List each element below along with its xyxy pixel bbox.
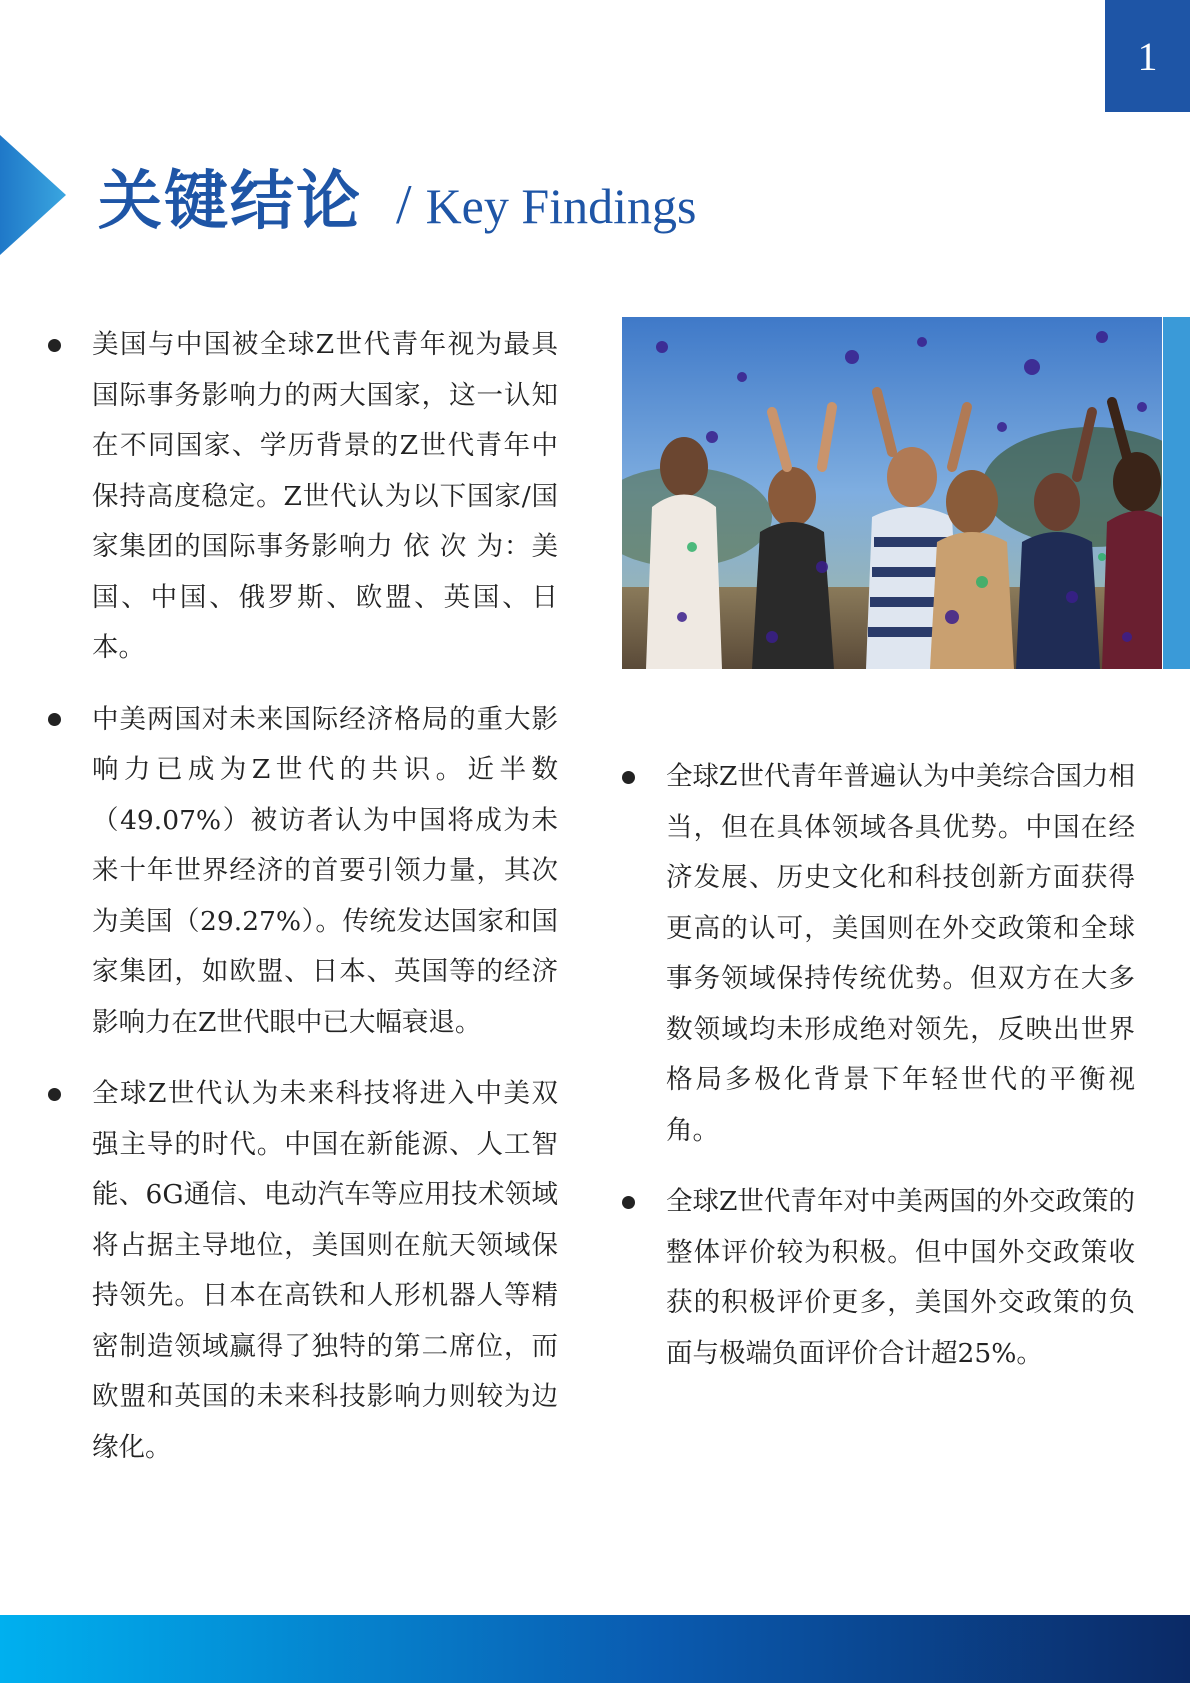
title-arrow-decoration [0,135,66,255]
bullet-dot-icon [48,1069,92,1119]
bullet-dot-icon [622,752,666,802]
finding-text: 全球Z世代认为未来科技将进入中美双强主导的时代。中国在新能源、人工智能、6G通信、电动汽车等应用技术领域将占据主导地位，美国则在航天领域保持领先。日本在高铁和人形机器人等精密制造领域赢得了独特的第二席位，而欧盟和英国的未来科技影响力则较为边缘化。 [92,1078,558,1463]
right-findings-column [622,752,1135,1400]
youth-celebration-photo [622,317,1162,669]
title-chinese: 关键结论 [98,165,362,239]
title-separator: / [396,174,412,236]
footer-gradient-bar [0,1615,1190,1683]
finding-item [622,1177,1135,1379]
page-number-badge [1105,0,1190,112]
finding-text: 全球Z世代青年对中美两国的外交政策的整体评价较为积极。但中国外交政策收获的积极评价更多，美国外交政策的负面与极端负面评价合计超25%。 [666,1186,1135,1369]
bullet-dot-icon [622,1177,666,1227]
bullet-dot-icon [48,320,92,370]
finding-text: 美国与中国被全球Z世代青年视为最具国际事务影响力的两大国家，这一认知在不同国家、学历背景的Z世代青年中保持高度稳定。Z世代认为以下国家/国家集团的国际事务影响力 依 次 为：美国、中国、俄罗斯、欧盟、英国、日本。 [92,329,558,663]
bullet-dot-icon [48,695,92,745]
page-title [98,150,697,239]
finding-item [622,752,1135,1156]
finding-text: 全球Z世代青年普遍认为中美综合国力相当，但在具体领域各具优势。中国在经济发展、历史文化和科技创新方面获得更高的认可，美国则在外交政策和全球事务领域保持传统优势。但双方在大多数领域均未形成绝对领先，反映出世界格局多极化背景下年轻世代的平衡视角。 [666,761,1135,1146]
title-english: Key Findings [425,178,697,234]
finding-item [48,695,558,1049]
finding-text: 中美两国对未来国际经济格局的重大影响力已成为Z世代的共识。近半数（49.07%）被访者认为中国将成为未来十年世界经济的首要引领力量，其次为美国（29.27%）。传统发达国家和国家集团，如欧盟、日本、英国等的经济影响力在Z世代眼中已大幅衰退。 [92,703,558,1038]
left-findings-column [48,320,558,1494]
finding-item [48,1069,558,1473]
finding-item [48,320,558,674]
photo-accent-bar [1163,317,1190,669]
page-number: 1 [1137,33,1158,79]
